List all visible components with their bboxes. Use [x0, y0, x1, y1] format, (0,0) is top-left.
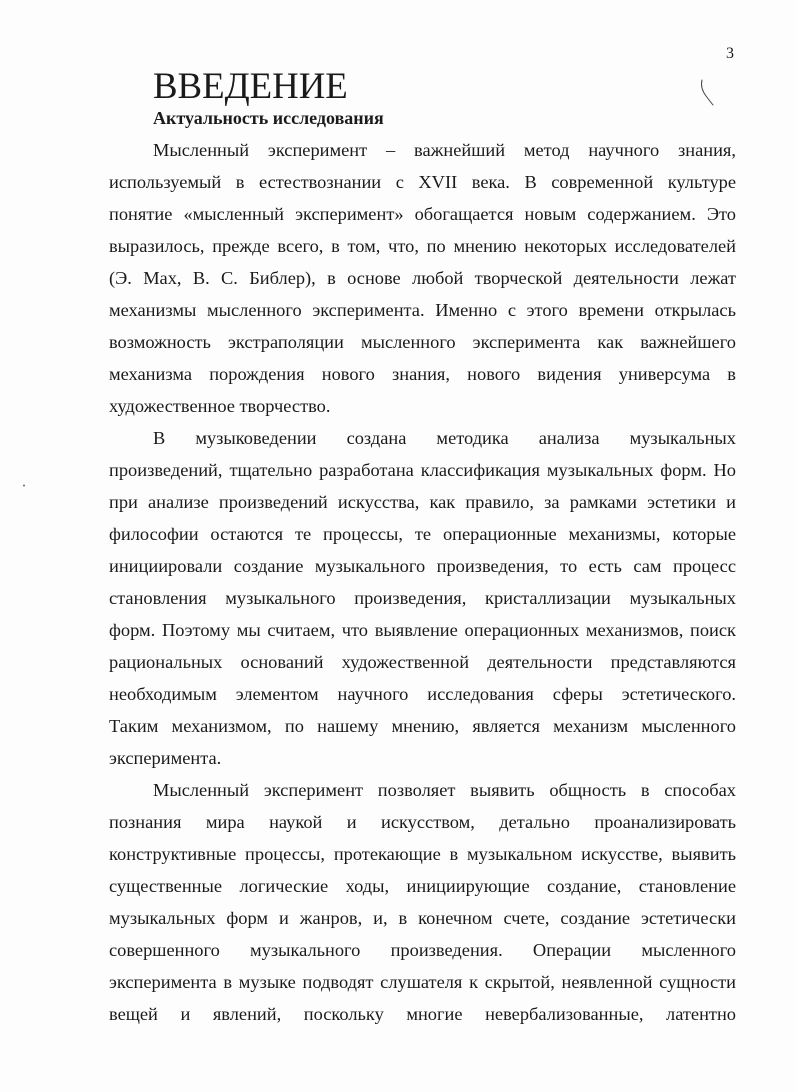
document-body [109, 65, 736, 1030]
paragraph-line: возможность экстраполяции мысленного эксперимента как важнейшего [109, 332, 736, 352]
paragraph-line: механизмы мысленного эксперимента. Именно с этого времени открылась [109, 300, 736, 320]
paragraph-line: познания мира наукой и искусством, детально проанализировать [109, 812, 736, 832]
paragraph-line: художественное творчество. [109, 396, 331, 416]
section-subheading: Актуальность исследования [153, 108, 384, 128]
paragraph-line: эксперимента в музыке подводят слушателя к скрытой, неявленной сущности [109, 972, 736, 992]
paragraph-line: конструктивные процессы, протекающие в музыкальном искусстве, выявить [109, 844, 736, 864]
scan-speck-icon [22, 484, 26, 487]
paragraph-line: совершенного музыкального произведения. Операции мысленного [109, 940, 736, 960]
paragraph-line: форм. Поэтому мы считаем, что выявление операционных механизмов, поиск [109, 620, 736, 640]
paragraph [109, 774, 736, 1030]
page-number: 3 [726, 45, 734, 62]
paragraph-line: Мысленный эксперимент позволяет выявить общность в способах [153, 780, 736, 800]
paragraph-line: философии остаются те процессы, те операционные механизмы, которые [109, 524, 736, 544]
paragraph-line: становления музыкального произведения, кристаллизации музыкальных [109, 588, 736, 608]
paragraph-line: (Э. Мах, В. С. Библер), в основе любой творческой деятельности лежат [109, 268, 736, 288]
paragraph-line: используемый в естествознании с XVII века. В современной культуре [109, 172, 736, 192]
paragraph-line: произведений, тщательно разработана классификация музыкальных форм. Но [109, 460, 736, 480]
paragraph-line: Мысленный эксперимент – важнейший метод научного знания, [153, 140, 736, 160]
paragraph-line: музыкальных форм и жанров, и, в конечном счете, создание эстетически [109, 908, 736, 928]
paragraph [109, 422, 736, 774]
paragraph-line: при анализе произведений искусства, как правило, за рамками эстетики и [109, 492, 736, 512]
paragraph-line: инициировали создание музыкального произведения, то есть сам процесс [109, 556, 736, 576]
paragraph-line: выразилось, прежде всего, в том, что, по мнению некоторых исследователей [109, 236, 736, 256]
paragraph-line: понятие «мысленный эксперимент» обогащается новым содержанием. Это [109, 204, 736, 224]
paragraph-line: необходимым элементом научного исследования сферы эстетического. [109, 684, 736, 704]
paragraph-line: вещей и явлений, поскольку многие невербализованные, латентно [109, 1004, 736, 1024]
section-heading: ВВЕДЕНИЕ [153, 65, 348, 106]
paragraph-line: рациональных оснований художественной деятельности представляются [109, 652, 736, 672]
paragraph-line: Таким механизмом, по нашему мнению, является механизм мысленного [109, 716, 736, 736]
paragraph [109, 134, 736, 422]
paragraph-line: существенные логические ходы, инициирующие создание, становление [109, 876, 736, 896]
paragraph-line: механизма порождения нового знания, нового видения универсума в [109, 364, 736, 384]
paragraph-line: эксперимента. [109, 748, 222, 768]
paragraph-line: В музыковедении создана методика анализа музыкальных [153, 428, 736, 448]
